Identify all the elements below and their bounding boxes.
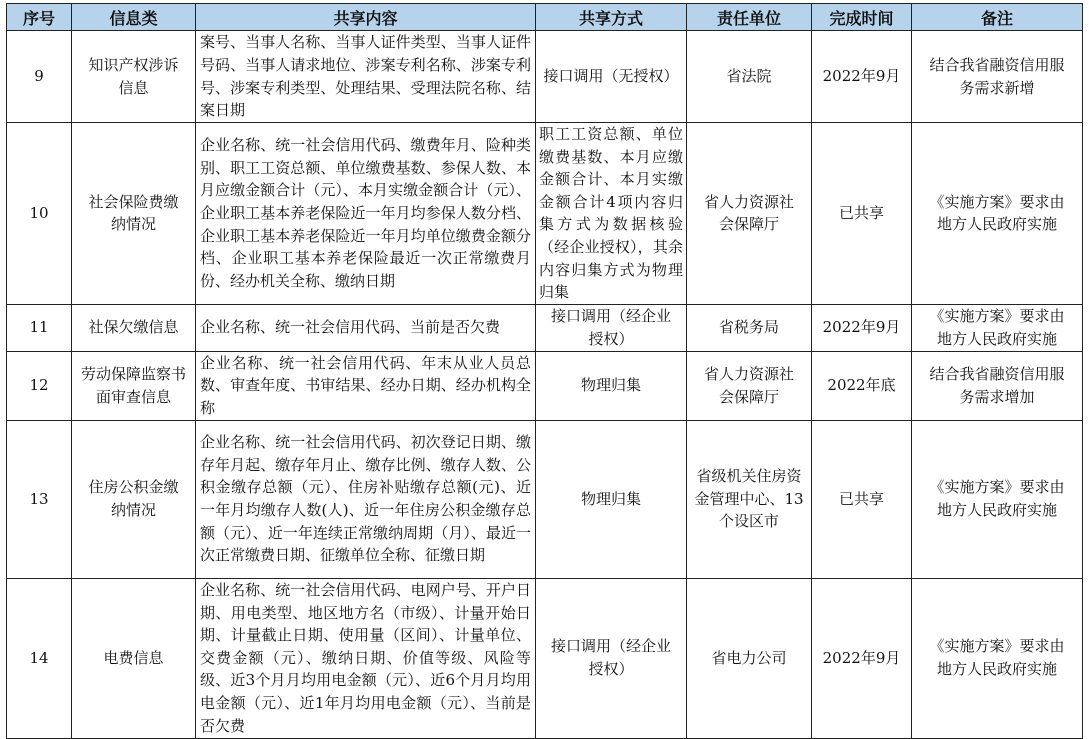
cell-remark: 《实施方案》要求由地方人民政府实施 (912, 578, 1083, 738)
cell-method: 接口调用（经企业授权） (536, 578, 687, 738)
data-sharing-table (6, 3, 1083, 739)
cell-category: 社会保险费缴纳情况 (72, 123, 196, 305)
cell-time: 已共享 (812, 420, 912, 578)
cell-seq: 12 (7, 351, 72, 420)
header-seq: 序号 (7, 4, 72, 31)
cell-category: 住房公积金缴纳情况 (72, 420, 196, 578)
table-row (7, 420, 1083, 578)
cell-content: 案号、当事人名称、当事人证件类型、当事人证件号码、当事人请求地位、涉案专利名称、涉案专利号、涉案专利类型、处理结果、受理法院名称、结案日期 (196, 31, 536, 123)
cell-unit: 省法院 (687, 31, 812, 123)
cell-remark: 结合我省融资信用服务需求增加 (912, 351, 1083, 420)
cell-remark: 《实施方案》要求由地方人民政府实施 (912, 123, 1083, 305)
cell-seq: 10 (7, 123, 72, 305)
header-remark: 备注 (912, 4, 1083, 31)
cell-remark: 《实施方案》要求由地方人民政府实施 (912, 304, 1083, 351)
header-unit: 责任单位 (687, 4, 812, 31)
cell-method: 接口调用（无授权） (536, 31, 687, 123)
cell-time: 已共享 (812, 123, 912, 305)
header-row (7, 4, 1083, 31)
header-time: 完成时间 (812, 4, 912, 31)
cell-content: 企业名称、统一社会信用代码、当前是否欠费 (196, 304, 536, 351)
cell-content: 企业名称、统一社会信用代码、初次登记日期、缴存年月起、缴存年月止、缴存比例、缴存人数、公积金缴存总额（元）、住房补贴缴存总额(元)、近一年月均缴存人数(人)、近一年住房公积金缴存总额（元）、近一年连续正常缴纳周期（月）、最近一次正常缴费日期、征缴单位全称、征缴日期 (196, 420, 536, 578)
table-row (7, 578, 1083, 738)
cell-seq: 11 (7, 304, 72, 351)
table-row (7, 351, 1083, 420)
table-row (7, 123, 1083, 305)
cell-unit: 省人力资源社会保障厅 (687, 123, 812, 305)
cell-seq: 14 (7, 578, 72, 738)
cell-time: 2022年9月 (812, 304, 912, 351)
cell-content: 企业名称、统一社会信用代码、年末从业人员总数、审查年度、书审结果、经办日期、经办机构全称 (196, 351, 536, 420)
cell-remark: 结合我省融资信用服务需求新增 (912, 31, 1083, 123)
cell-time: 2022年9月 (812, 578, 912, 738)
cell-remark: 《实施方案》要求由地方人民政府实施 (912, 420, 1083, 578)
cell-category: 社保欠缴信息 (72, 304, 196, 351)
cell-unit: 省税务局 (687, 304, 812, 351)
table-row (7, 31, 1083, 123)
cell-unit: 省电力公司 (687, 578, 812, 738)
cell-seq: 13 (7, 420, 72, 578)
cell-time: 2022年9月 (812, 31, 912, 123)
cell-content: 企业名称、统一社会信用代码、缴费年月、险种类别、职工工资总额、单位缴费基数、参保人数、本月应缴金额合计（元）、本月实缴金额合计（元）、企业职工基本养老保险近一年月均参保人数分档、企业职工基本养老保险近一年月均单位缴费金额分档、企业职工基本养老保险最近一次正常缴费月份、经办机关全称、缴纳日期 (196, 123, 536, 305)
cell-category: 电费信息 (72, 578, 196, 738)
cell-method: 物理归集 (536, 351, 687, 420)
header-method: 共享方式 (536, 4, 687, 31)
cell-content: 企业名称、统一社会信用代码、电网户号、开户日期、用电类型、地区地方名（市级）、计量开始日期、计量截止日期、使用量（区间）、计量单位、交费金额（元）、缴纳日期、价值等级、风险等级、近3个月月均用电金额（元）、近6个月月均用电金额（元）、近1年月均用电金额（元）、当前是否欠费 (196, 578, 536, 738)
header-category: 信息类 (72, 4, 196, 31)
cell-unit: 省人力资源社会保障厅 (687, 351, 812, 420)
cell-category: 知识产权涉诉信息 (72, 31, 196, 123)
cell-method: 职工工资总额、单位缴费基数、本月应缴金额合计、本月实缴金额合计4项内容归集方式为数据核验（经企业授权），其余内容归集方式为物理归集 (536, 123, 687, 305)
document-page (6, 3, 1083, 739)
table-row (7, 304, 1083, 351)
cell-method: 物理归集 (536, 420, 687, 578)
cell-time: 2022年底 (812, 351, 912, 420)
cell-method: 接口调用（经企业授权） (536, 304, 687, 351)
cell-category: 劳动保障监察书面审查信息 (72, 351, 196, 420)
cell-seq: 9 (7, 31, 72, 123)
cell-unit: 省级机关住房资金管理中心、13个设区市 (687, 420, 812, 578)
header-content: 共享内容 (196, 4, 536, 31)
